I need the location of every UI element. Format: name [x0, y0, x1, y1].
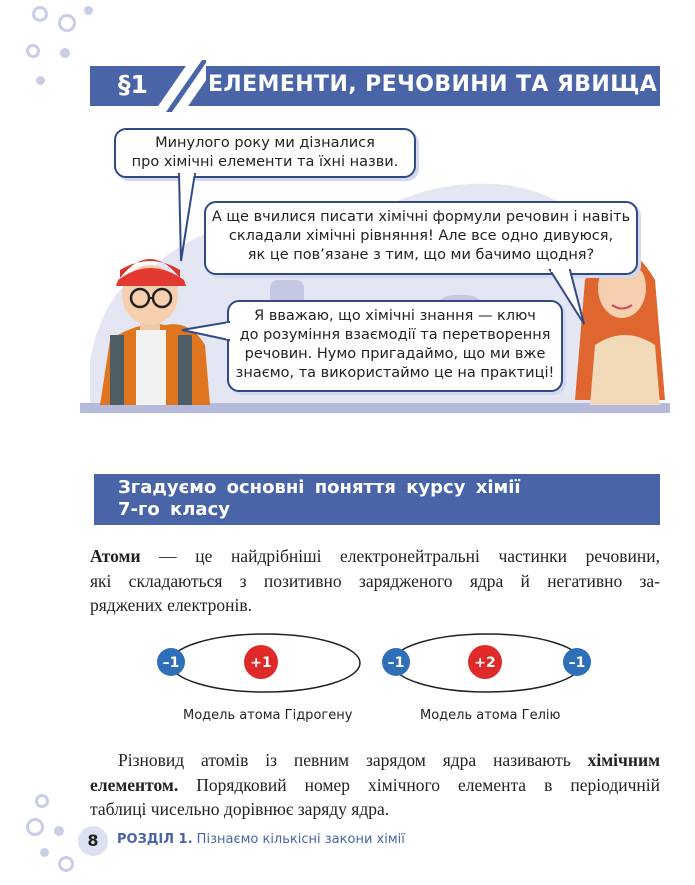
decor-dot — [58, 856, 74, 872]
paragraph-line: таблиці чисельно дорівнює заряду ядра. — [90, 799, 390, 819]
bubble-line: речовин. Нумо пригадаймо, що ми вже — [244, 346, 546, 362]
bubble-line: до розуміння взаємодії та перетворення — [239, 327, 551, 343]
bubble-line: знаємо, та використаймо це на практиці! — [235, 365, 555, 381]
decor-dot — [36, 76, 45, 85]
term-chemical: хімічним — [587, 750, 660, 770]
nucleus-charge: +1 — [250, 655, 272, 671]
decor-dot — [60, 48, 70, 58]
decor-dot — [32, 6, 48, 22]
section-title-line: Згадуємо основні поняття курсу хімії — [118, 477, 521, 498]
paragraph-line — [90, 544, 660, 569]
chapter-footer — [117, 832, 405, 847]
paragraph-text: — це найдрібніші електронейтральні частинки речовини, — [140, 546, 660, 566]
atoms-definition — [90, 544, 660, 618]
section-title-line: 7-го класу — [118, 499, 230, 520]
speech-bubble-boy-1 — [114, 128, 416, 178]
paragraph-text: Різновид атомів із певним зарядом ядра називають — [118, 750, 588, 770]
decor-dot — [26, 818, 44, 836]
decor-dot — [84, 6, 93, 15]
bubble-tail — [180, 318, 230, 348]
bubble-tail — [175, 173, 205, 263]
decor-dot — [40, 848, 49, 857]
paragraph-line: які складаються з позитивно зарядженого ядра й негативно за- — [90, 570, 660, 591]
hydrogen-atom-model — [150, 628, 380, 698]
electron-charge: –1 — [387, 655, 405, 671]
helium-caption: Модель атома Гелію — [420, 708, 561, 723]
decor-dot — [35, 794, 49, 808]
page-number: 8 — [78, 826, 108, 856]
helium-atom-model — [375, 628, 605, 698]
paragraph-line — [90, 748, 660, 773]
element-definition — [90, 748, 660, 822]
bubble-line: складали хімічні рівняння! Але все одно дивуюся, — [228, 228, 614, 244]
electron-charge: –1 — [162, 655, 180, 671]
chapter-label: РОЗДІЛ 1. — [117, 832, 193, 847]
paragraph-number: §1 — [118, 70, 148, 99]
speech-bubble-boy-2 — [227, 300, 563, 392]
bubble-line: Минулого року ми дізналися — [155, 135, 375, 151]
bubble-line: про хімічні елементи та їхні назви. — [131, 154, 399, 170]
hydrogen-caption: Модель атома Гідрогену — [183, 708, 353, 723]
decor-dot — [54, 826, 64, 836]
title-slash-decor — [150, 60, 206, 116]
paragraph-line: ряджених електронів. — [90, 595, 252, 615]
bubble-line: як це пов’язане з тим, що ми бачимо щодня? — [247, 247, 595, 263]
bubble-line: А ще вчилися писати хімічні формули речовин і навіть — [211, 209, 631, 225]
decor-dot — [26, 44, 40, 58]
decor-dot — [58, 14, 76, 32]
term-element: елементом. — [90, 774, 179, 795]
chapter-title: Пізнаємо кількісні закони хімії — [192, 832, 405, 847]
bubble-line: Я вважаю, що хімічні знання — ключ — [254, 308, 536, 324]
page-title: ЕЛЕМЕНТИ, РЕЧОВИНИ ТА ЯВИЩА — [208, 72, 658, 97]
speech-bubble-girl — [204, 201, 638, 275]
nucleus-charge: +2 — [474, 655, 496, 671]
term-atoms: Атоми — [90, 546, 141, 566]
paragraph-line — [90, 773, 660, 798]
paragraph-text: Порядковий номер хімічного елемента в періодичній — [178, 774, 660, 795]
section-title — [118, 477, 521, 521]
electron-charge: –1 — [568, 655, 586, 671]
